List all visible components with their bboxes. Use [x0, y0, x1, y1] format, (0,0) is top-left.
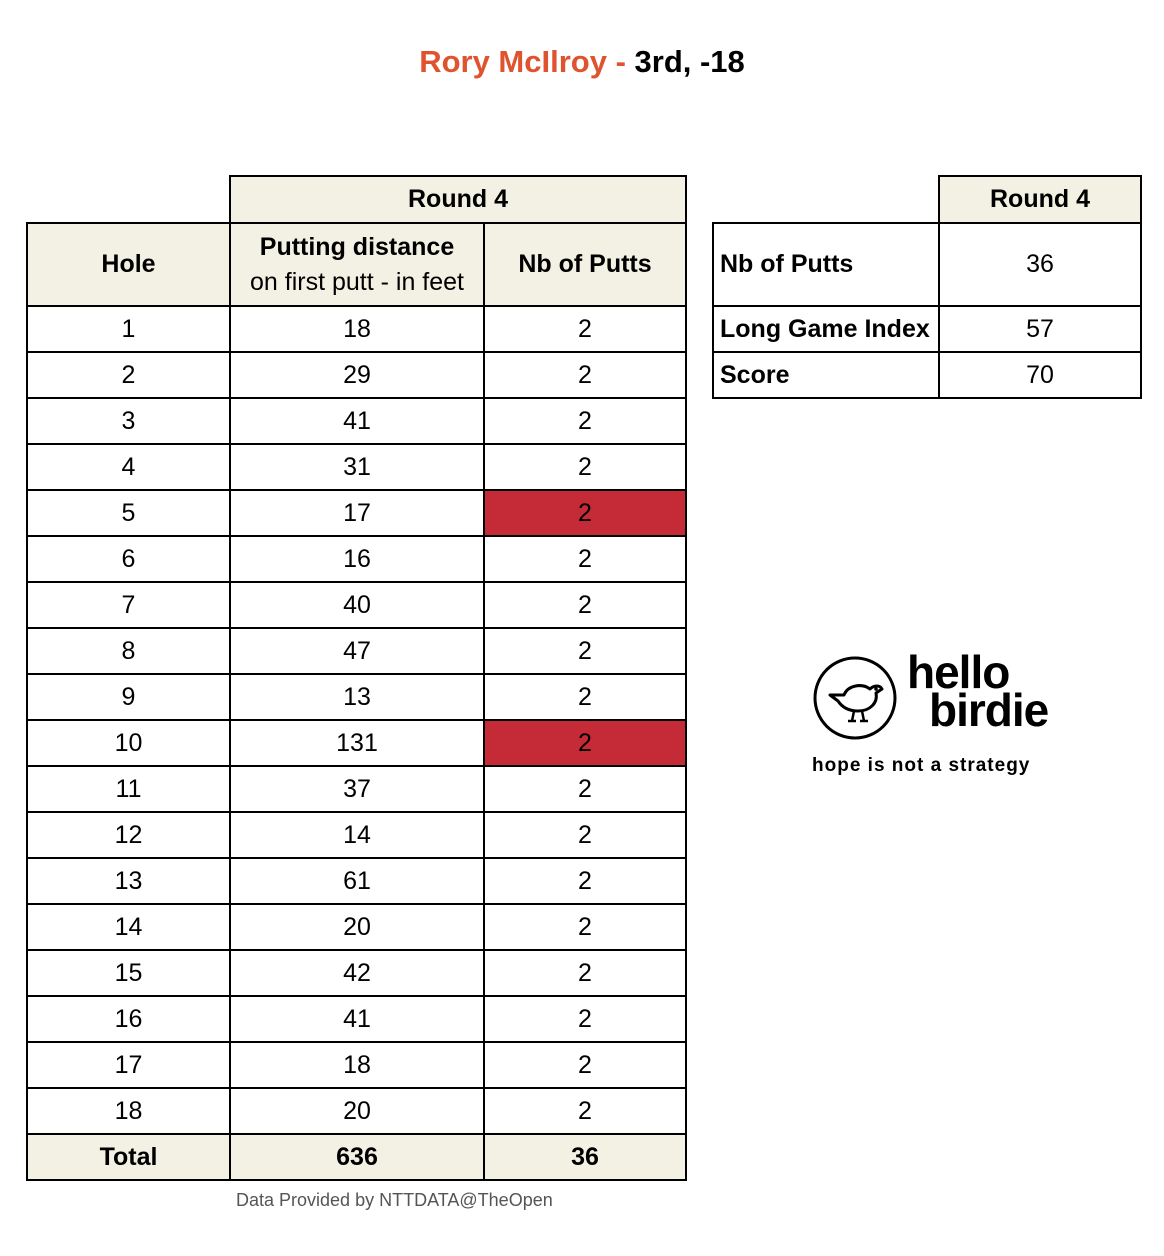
round-header: Round 4: [230, 176, 686, 223]
distance-cell: 18: [230, 306, 484, 352]
table-row: [27, 490, 686, 536]
putts-cell: 2: [484, 582, 686, 628]
hole-cell: 2: [27, 352, 230, 398]
table-row: [27, 398, 686, 444]
distance-cell: 42: [230, 950, 484, 996]
putts-cell: 2: [484, 628, 686, 674]
logo-wordmark: [907, 646, 1049, 736]
distance-cell: 18: [230, 1042, 484, 1088]
player-name: Rory McIlroy -: [419, 44, 626, 79]
putts-cell: 2: [484, 352, 686, 398]
table-row: [27, 1088, 686, 1134]
distance-cell: 41: [230, 996, 484, 1042]
col-header-hole: Hole: [27, 223, 230, 306]
logo-tagline: hope is not a strategy: [812, 755, 1031, 776]
summary-row: [713, 223, 1141, 306]
putts-cell: 2: [484, 996, 686, 1042]
hole-cell: 5: [27, 490, 230, 536]
hole-cell: 15: [27, 950, 230, 996]
distance-cell: 20: [230, 1088, 484, 1134]
table-row: [27, 536, 686, 582]
summary-row: [713, 306, 1141, 352]
distance-cell: 40: [230, 582, 484, 628]
col-header-distance-line1: Putting distance: [259, 232, 455, 261]
hole-cell: 8: [27, 628, 230, 674]
table-row: [27, 904, 686, 950]
distance-cell: 37: [230, 766, 484, 812]
summary-table: [712, 175, 1142, 399]
table-row: [27, 444, 686, 490]
putts-cell: 2: [484, 536, 686, 582]
summary-label: Score: [713, 352, 939, 398]
hello-birdie-logo: [812, 646, 1052, 783]
table-row: [27, 766, 686, 812]
hole-cell: 16: [27, 996, 230, 1042]
col-header-putts: Nb of Putts: [484, 223, 686, 306]
total-row: [27, 1134, 686, 1180]
putts-cell: 2: [484, 904, 686, 950]
table-row: [27, 996, 686, 1042]
distance-cell: 131: [230, 720, 484, 766]
col-header-distance-line2: on first putt - in feet: [250, 267, 464, 296]
putts-cell: 2: [484, 674, 686, 720]
hole-cell: 11: [27, 766, 230, 812]
summary-label: Nb of Putts: [713, 223, 939, 306]
logo-word-hello: hello: [907, 646, 1010, 698]
putts-cell: 2: [484, 858, 686, 904]
hole-cell: 14: [27, 904, 230, 950]
distance-cell: 14: [230, 812, 484, 858]
hole-cell: 10: [27, 720, 230, 766]
data-credit: Data Provided by NTTDATA@TheOpen: [236, 1190, 553, 1210]
hole-cell: 1: [27, 306, 230, 352]
distance-cell: 13: [230, 674, 484, 720]
col-header-distance: [230, 223, 484, 306]
table-row: [27, 674, 686, 720]
hole-cell: 13: [27, 858, 230, 904]
page-title: [0, 44, 1164, 80]
bird-icon: [812, 655, 898, 741]
table-row: [27, 1042, 686, 1088]
summary-row: [713, 352, 1141, 398]
summary-header-row: [713, 176, 1141, 223]
hole-cell: 9: [27, 674, 230, 720]
hole-cell: 3: [27, 398, 230, 444]
distance-cell: 29: [230, 352, 484, 398]
table-row: [27, 812, 686, 858]
round-header-row: [27, 176, 686, 223]
hole-cell: 18: [27, 1088, 230, 1134]
column-header-row: [27, 223, 686, 306]
summary-round-header: Round 4: [939, 176, 1141, 223]
distance-cell: 16: [230, 536, 484, 582]
putts-cell: 2: [484, 1042, 686, 1088]
hole-cell: 12: [27, 812, 230, 858]
summary-value: 70: [939, 352, 1141, 398]
hole-cell: 4: [27, 444, 230, 490]
player-result: 3rd, -18: [625, 44, 745, 79]
putts-cell: 2: [484, 398, 686, 444]
table-row: [27, 582, 686, 628]
table-row: [27, 306, 686, 352]
putts-cell: 2: [484, 306, 686, 352]
putts-cell: 2: [484, 1088, 686, 1134]
hole-cell: 17: [27, 1042, 230, 1088]
putts-cell: 2: [484, 720, 686, 766]
distance-cell: 17: [230, 490, 484, 536]
putting-table: [26, 175, 687, 1181]
putts-cell: 2: [484, 490, 686, 536]
total-distance: 636: [230, 1134, 484, 1180]
putts-cell: 2: [484, 444, 686, 490]
putts-cell: 2: [484, 812, 686, 858]
hole-cell: 7: [27, 582, 230, 628]
table-row: [27, 858, 686, 904]
distance-cell: 31: [230, 444, 484, 490]
distance-cell: 61: [230, 858, 484, 904]
putts-cell: 2: [484, 766, 686, 812]
summary-value: 36: [939, 223, 1141, 306]
distance-cell: 20: [230, 904, 484, 950]
putts-cell: 2: [484, 950, 686, 996]
distance-cell: 41: [230, 398, 484, 444]
summary-value: 57: [939, 306, 1141, 352]
total-label: Total: [27, 1134, 230, 1180]
table-row: [27, 352, 686, 398]
total-putts: 36: [484, 1134, 686, 1180]
hole-cell: 6: [27, 536, 230, 582]
logo-word-birdie: birdie: [929, 684, 1049, 736]
table-row: [27, 720, 686, 766]
table-row: [27, 950, 686, 996]
distance-cell: 47: [230, 628, 484, 674]
table-row: [27, 628, 686, 674]
summary-label: Long Game Index: [713, 306, 939, 352]
